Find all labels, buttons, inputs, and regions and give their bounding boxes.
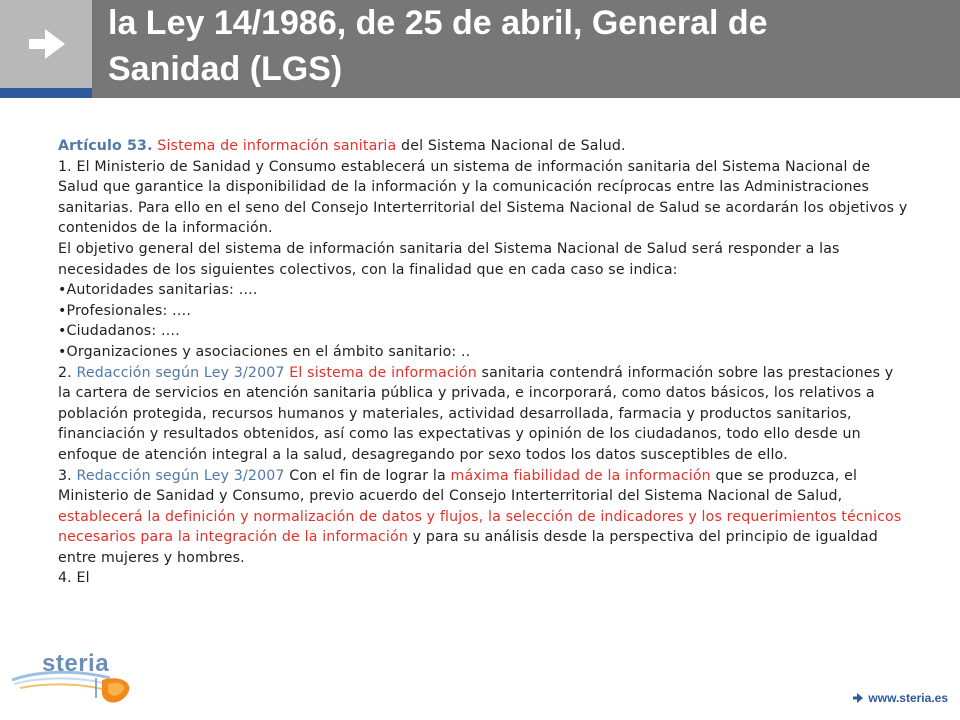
highlighted-text: máxima fiabilidad de la información bbox=[450, 467, 711, 484]
paragraph-section-2 bbox=[58, 363, 910, 466]
bullet-item: •Profesionales: …. bbox=[58, 302, 192, 319]
slide-header bbox=[0, 0, 960, 98]
steria-wordmark: steria bbox=[42, 650, 110, 677]
arrow-right-icon bbox=[27, 27, 67, 61]
page-title bbox=[108, 0, 948, 92]
amendment-reference: Redacción según Ley 3/2007 bbox=[76, 364, 285, 381]
article-title-tail: del Sistema Nacional de Salud. bbox=[401, 138, 626, 154]
header-icon-panel bbox=[0, 0, 92, 88]
footer-url-text: www.steria.es bbox=[868, 691, 948, 705]
section-text: Con el fin de lograr la bbox=[289, 467, 446, 484]
paragraph-section-4: 4. El bbox=[58, 570, 90, 587]
highlighted-text: establecerá la definición y normalización de datos y flujos, la selección de indicadores y los requerimientos técnicos necesarios para la integración de la información bbox=[58, 508, 902, 546]
footer-website-link[interactable] bbox=[853, 690, 948, 706]
highlighted-text: El sistema de información bbox=[289, 364, 477, 381]
paragraph-1: 1. El Ministerio de Sanidad y Consumo establecerá un sistema de información sanitaria del Sistema Nacional de Salud que garantice la disponibilidad de la información y la comunicación recíprocas entre las Administraciones sanitarias. Para ello en el seno del Consejo Interterritorial del Sistema Nacional de Salud se acordarán los objetivos y contenidos de la información. bbox=[58, 158, 908, 237]
bullet-item: •Autoridades sanitarias: …. bbox=[58, 282, 258, 299]
arrow-right-icon bbox=[853, 693, 863, 703]
page-title-line2: Sanidad (LGS) bbox=[108, 50, 343, 88]
page-title-line1: la Ley 14/1986, de 25 de abril, General de bbox=[108, 4, 768, 42]
article-body bbox=[58, 136, 910, 589]
paragraph-2: El objetivo general del sistema de información sanitaria del Sistema Nacional de Salud será responder a las necesidades de los siguientes colectivos, con la finalidad que en cada caso se indica: bbox=[58, 240, 840, 278]
paragraph-section-3 bbox=[58, 466, 910, 569]
section-number: 2. bbox=[58, 364, 72, 381]
section-text: que se produzca, el Ministerio de Sanidad y Consumo, previo acuerdo del Consejo Interterritorial del Sistema Nacional de Salud, bbox=[58, 467, 858, 505]
section-number: 3. bbox=[58, 467, 72, 484]
section-text: sanitaria contendrá información sobre las prestaciones y la cartera de servicios en atención sanitaria pública y privada, e incorporará, como datos básicos, los relativos a población protegida, recursos humanos y materiales, actividad desarrollada, farmacia y productos sanitarios, financiación y resultados obtenidos, así como las expectativas y opinión de los ciudadanos, todo ello desde un enfoque de atención integral a la salud, desagregando por sexo todos los datos susceptibles de ello. bbox=[58, 364, 894, 463]
steria-logo bbox=[10, 644, 140, 716]
bullet-item: •Organizaciones y asociaciones en el ámbito sanitario: .. bbox=[58, 343, 471, 360]
article-number: Artículo 53. bbox=[58, 138, 153, 154]
section-text: y para su análisis desde la perspectiva del principio de igualdad entre mujeres y hombres. bbox=[58, 529, 878, 566]
article-heading-line bbox=[58, 136, 910, 157]
bullet-item: •Ciudadanos: …. bbox=[58, 323, 180, 340]
article-title: Sistema de información sanitaria bbox=[157, 138, 397, 154]
amendment-reference: Redacción según Ley 3/2007 bbox=[76, 467, 285, 484]
header-accent-strip bbox=[0, 88, 92, 98]
